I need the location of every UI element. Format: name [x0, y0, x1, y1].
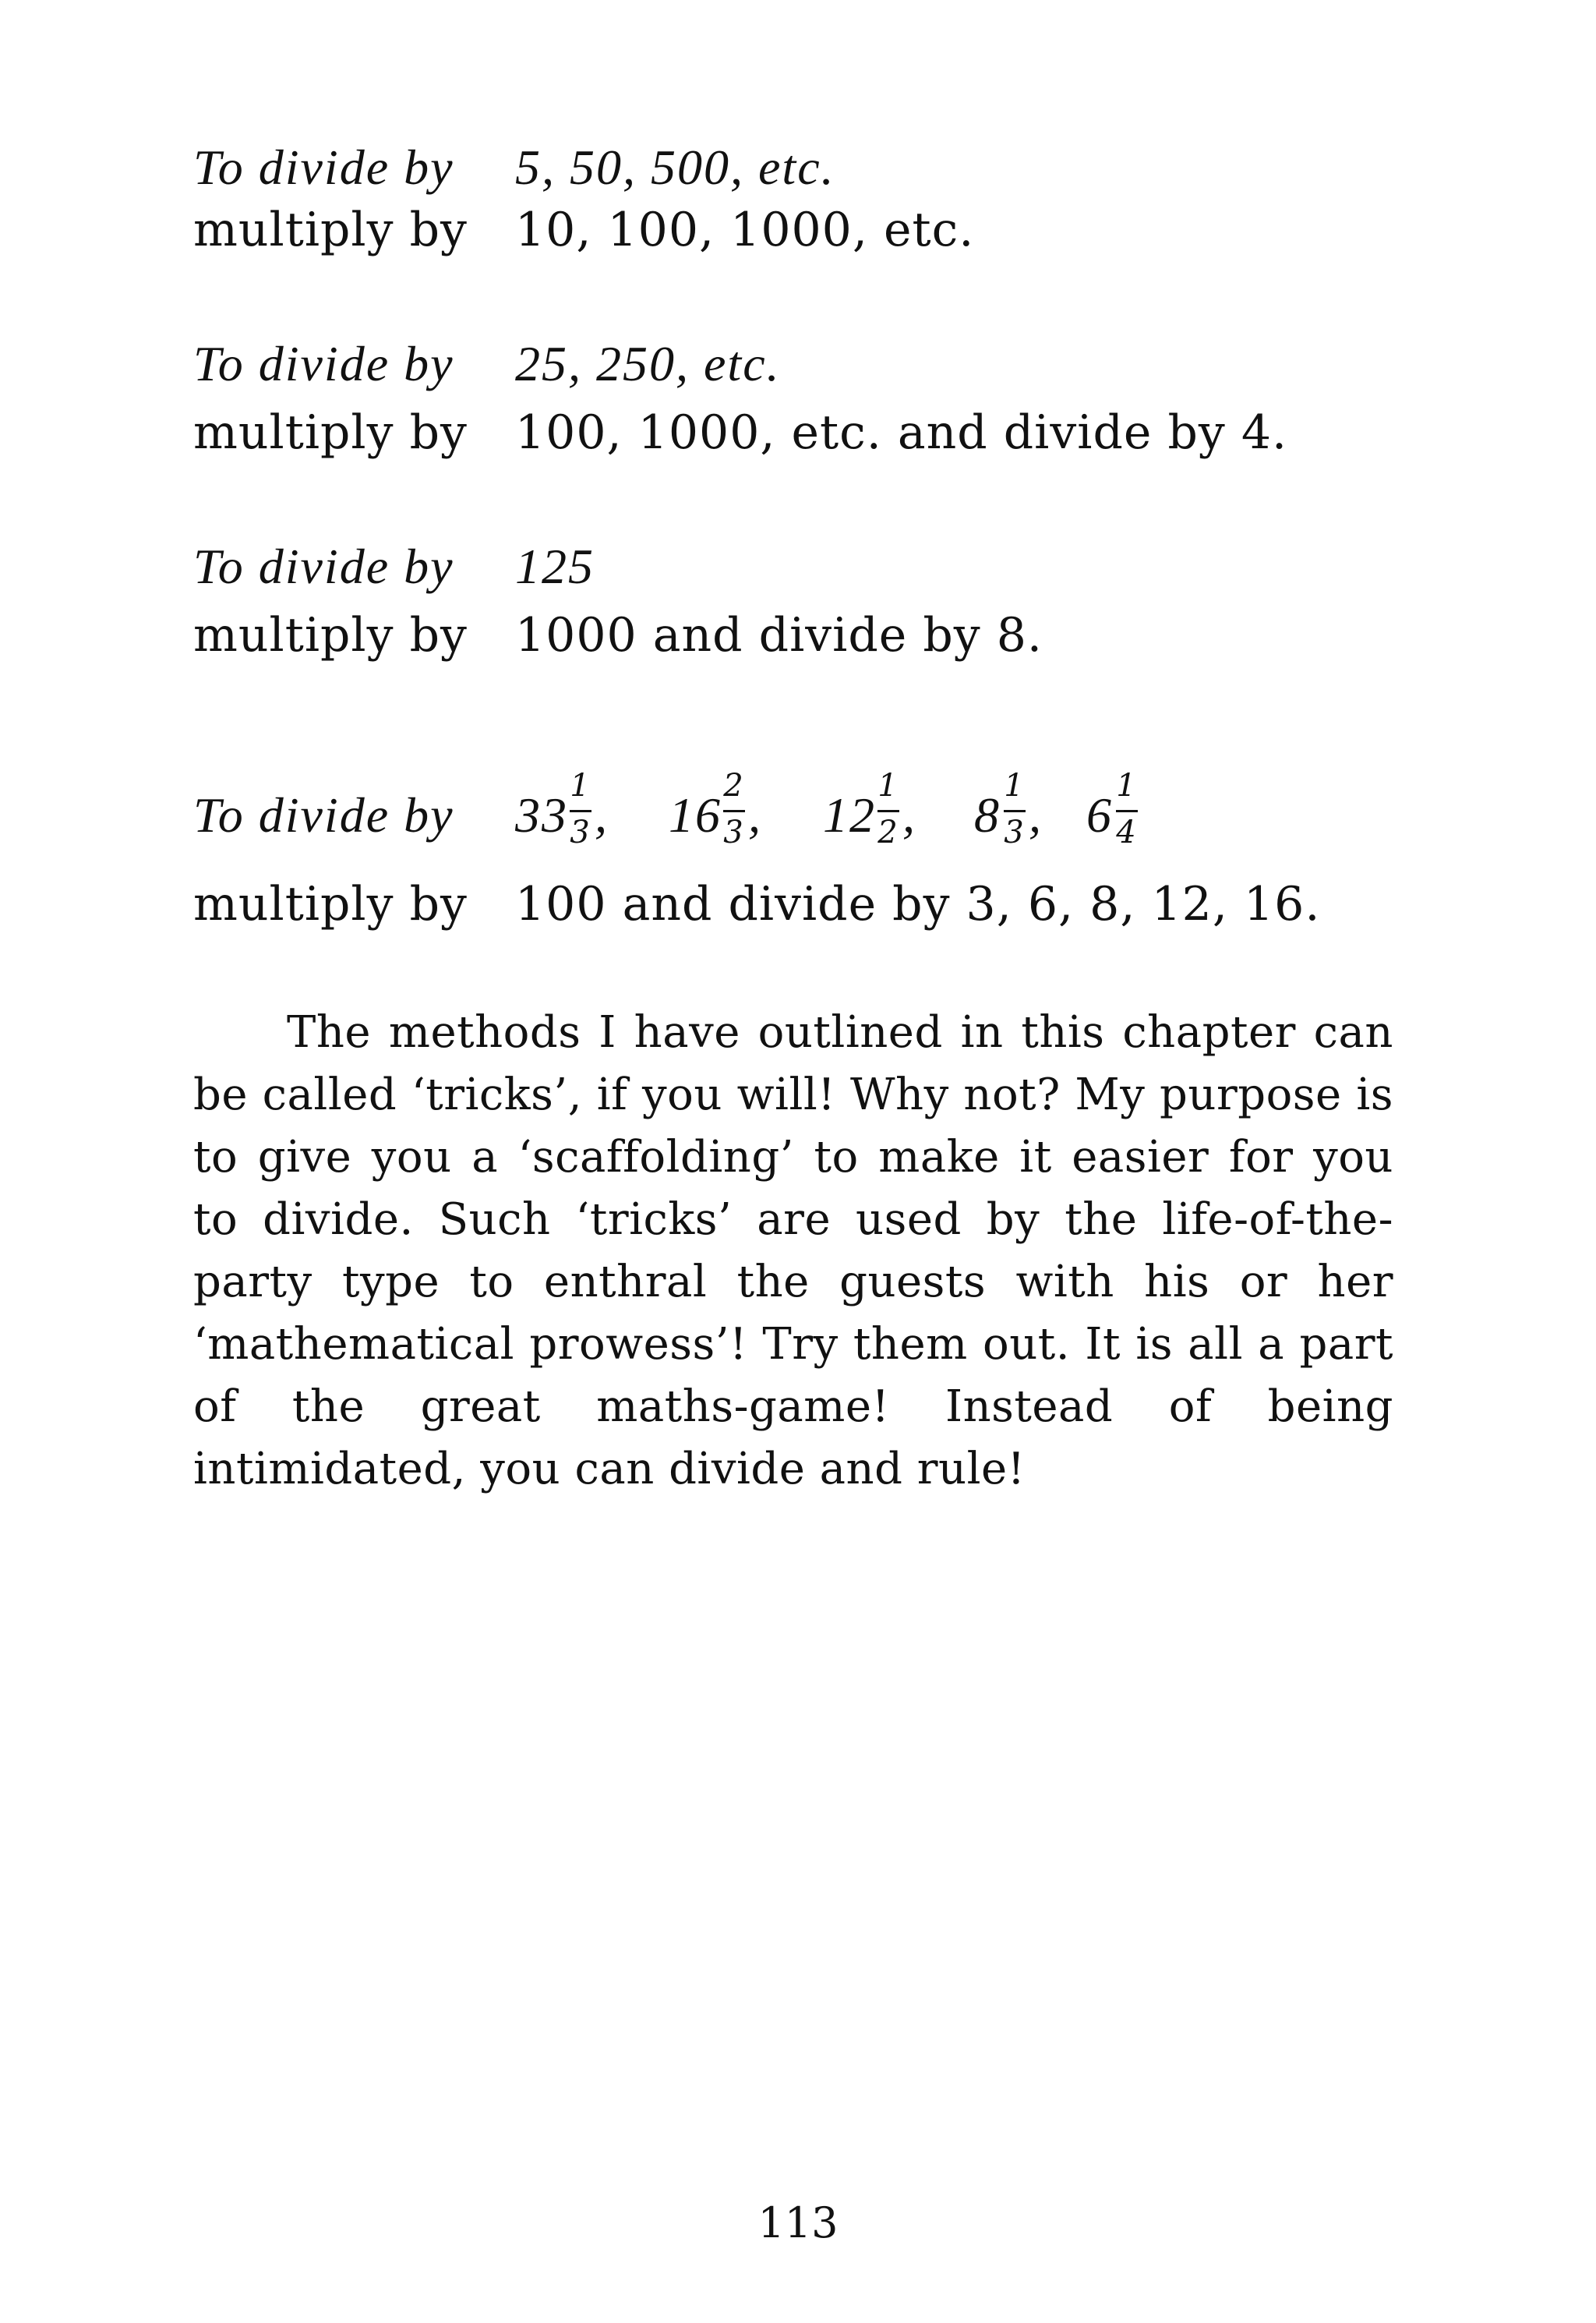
mixed-number-numerator: 1 [877, 768, 899, 804]
fraction-bar [1004, 810, 1026, 812]
rule-2-divide-lead: To divide by [193, 336, 454, 391]
mixed-number-denominator: 3 [1004, 815, 1026, 850]
rule-1-multiply-line [193, 203, 974, 257]
rule-3-multiply-values: 1000 and divide by 8. [515, 608, 1043, 663]
fraction-bar [570, 810, 591, 812]
mixed-number-numerator: 1 [1116, 768, 1138, 804]
mixed-number-numerator: 1 [570, 768, 591, 804]
mixed-number-numerator: 1 [1004, 768, 1026, 804]
fraction-bar [723, 810, 745, 812]
mixed-number-whole: 6 [1086, 787, 1113, 843]
rule-2-multiply-line [193, 405, 1287, 460]
mixed-number-whole: 33 [515, 787, 568, 843]
separator-comma: , [1029, 787, 1043, 843]
rule-3-divide-lead: To divide by [193, 539, 454, 594]
separator-comma: , [902, 787, 916, 843]
fraction-bar [1116, 810, 1138, 812]
mixed-number-whole: 12 [823, 787, 876, 843]
body-paragraph: The methods I have outlined in this chapter can be called ‘tricks’, if you will! Why not? My purpose is to give you a ‘scaffolding’ to make it easier for you to divide. Such ‘tricks’ are used by the life-of-the-party type to enthral the guests with his or her ‘mathematical prowess’! Try them out. It is all a part of the great maths-game! Instead of being intimidated, you can divide and rule! [193, 1007, 1393, 1494]
rule-1-divide-values: 5, 50, 500, etc. [515, 140, 835, 195]
rule-2-multiply-lead: multiply by [193, 405, 468, 460]
rule-3-divide-values: 125 [515, 539, 595, 594]
mixed-number-denominator: 3 [570, 815, 591, 850]
rule-2-divide-line [193, 335, 781, 393]
separator-comma: , [595, 787, 609, 843]
rule-4-multiply-values: 100 and divide by 3, 6, 8, 12, 16. [515, 877, 1321, 932]
mixed-number-whole: 8 [974, 787, 1001, 843]
rule-1-divide-lead: To divide by [193, 140, 454, 195]
rule-3-multiply-lead: multiply by [193, 608, 468, 663]
rule-1-divide-line [193, 139, 835, 196]
mixed-number-denominator: 3 [723, 815, 745, 850]
rule-4-multiply-lead: multiply by [193, 877, 468, 932]
rule-2-multiply-values: 100, 1000, etc. and divide by 4. [515, 405, 1288, 460]
mixed-number-denominator: 4 [1116, 815, 1138, 850]
rule-1-multiply-lead: multiply by [193, 203, 468, 257]
separator-comma: , [748, 787, 762, 843]
fraction-bar [877, 810, 899, 812]
rule-4-multiply-line [193, 877, 1320, 932]
page-number: 113 [757, 2198, 839, 2247]
rule-3-divide-line [193, 538, 595, 596]
mixed-number-denominator: 2 [877, 815, 899, 850]
mixed-number-numerator: 2 [723, 768, 745, 804]
rule-4-divide-lead: To divide by [193, 787, 454, 843]
mixed-number-whole: 16 [669, 787, 722, 843]
rule-3-multiply-line [193, 608, 1043, 663]
rule-2-divide-values: 25, 250, etc. [515, 336, 781, 391]
rule-1-multiply-values: 10, 100, 1000, etc. [515, 203, 975, 257]
